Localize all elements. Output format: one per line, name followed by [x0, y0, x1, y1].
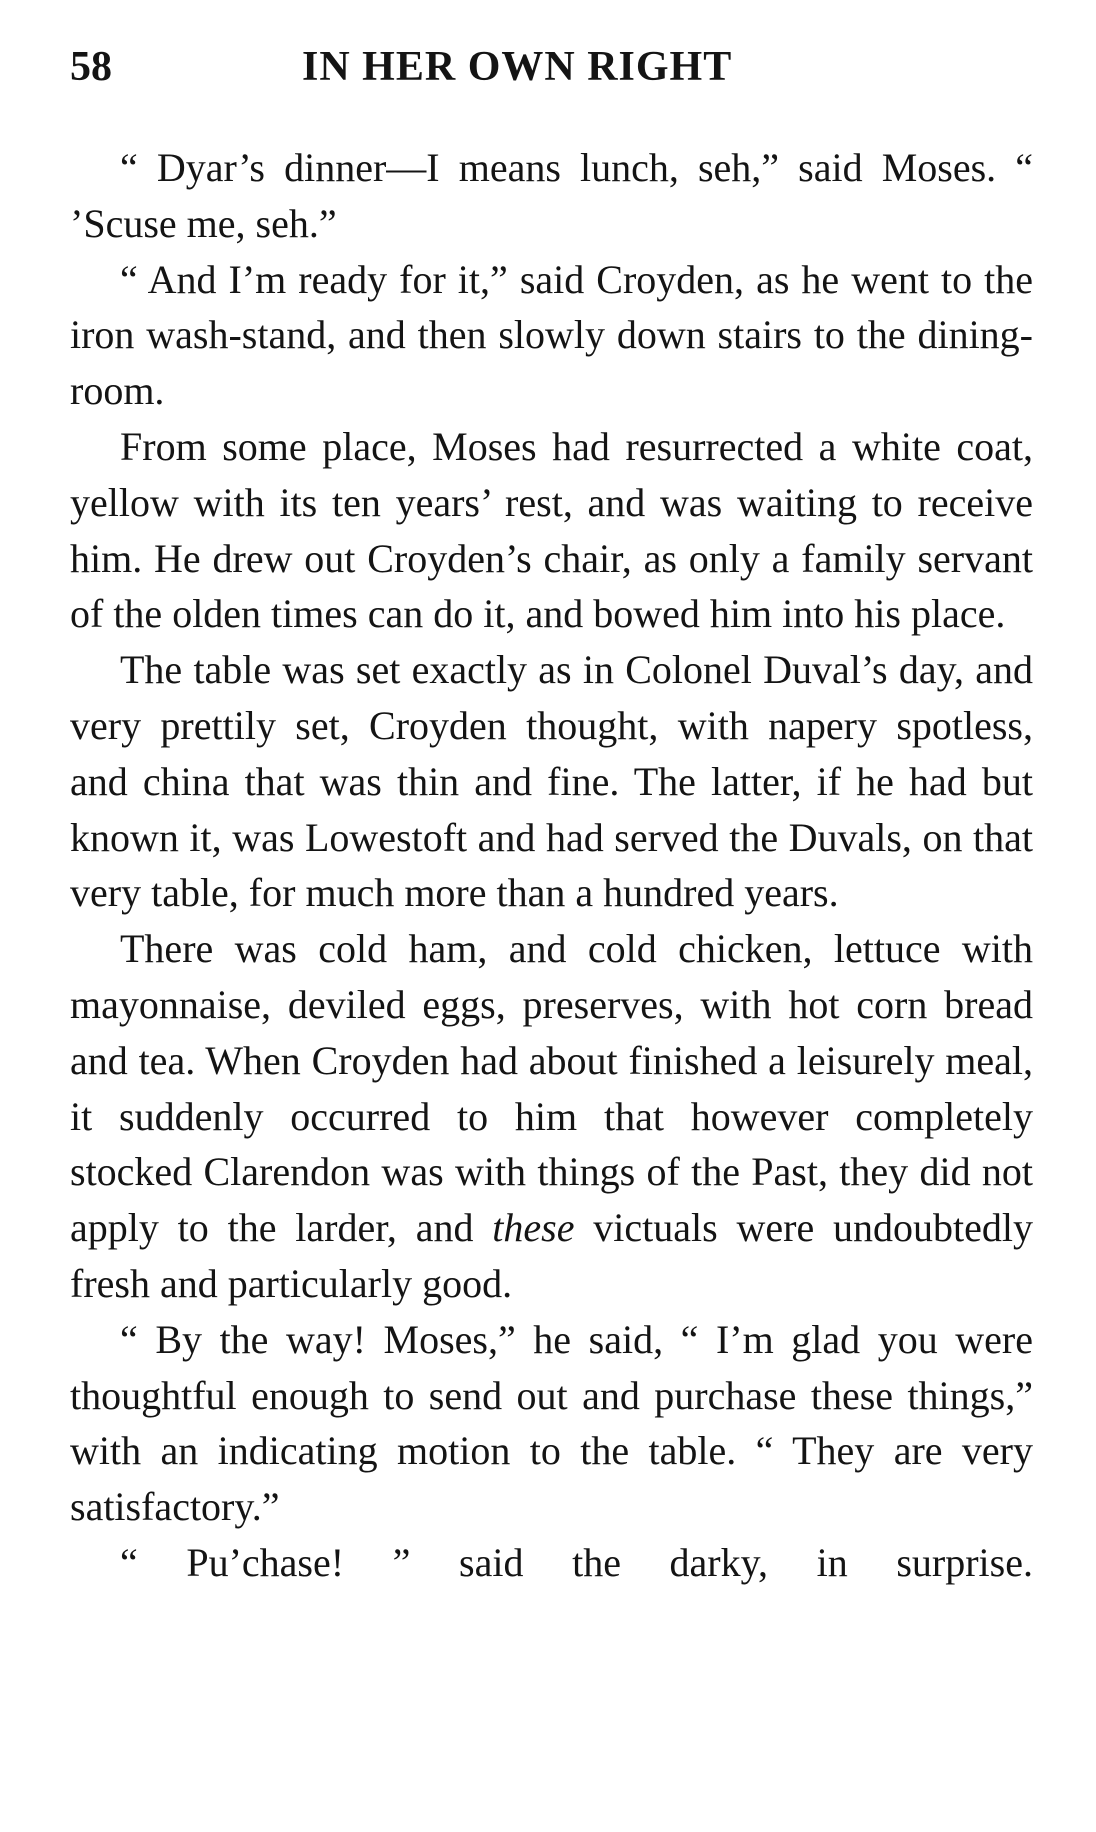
running-title: IN HER OWN RIGHT [302, 44, 733, 90]
paragraph-text: victuals were undoubtedly fresh and particularly good. [70, 1205, 1034, 1306]
paragraph: “ Pu’chase! ” said the darky, in surprise. [120, 1539, 1033, 1585]
paragraph: The table was set exactly as in Colonel Duval’s day, and very prettily set, Croyden thought, with napery spotless, and china that was thin and fine. The latter, if he had but known it, was Lowestoft and had served the Duvals, on that very table, for much more than a hundred years. [70, 647, 1033, 916]
paragraph: From some place, Moses had resurrected a white coat, yellow with its ten years’ rest, and was waiting to receive him. He drew out Croyden’s chair, as only a family servant of the olden times can do it, and bowed him into his place. [70, 423, 1033, 637]
paragraph: “ Dyar’s dinner—I means lunch, seh,” said Moses. “ ’Scuse me, seh.” [70, 145, 1033, 246]
paragraph [70, 921, 1033, 1312]
paragraph: “ And I’m ready for it,” said Croyden, as he went to the iron wash-stand, and then slowly down stairs to the dining-room. [70, 256, 1033, 414]
paragraph: “ By the way! Moses,” he said, “ I’m glad you were thoughtful enough to send out and purchase these things,” with an indicating motion to the table. “ They are very satisfactory.” [70, 1316, 1033, 1530]
page-number: 58 [70, 44, 112, 90]
paragraph-text: There was cold ham, and cold chicken, lettuce with mayonnaise, deviled eggs, preserves, with hot corn bread and tea. When Croyden had about finished a leisurely meal, it suddenly occurred to him that however completely stocked Clarendon was with things of the Past, they did not apply to the larder, and [70, 926, 1033, 1251]
italic-word: these [492, 1205, 575, 1251]
page-header [70, 42, 1030, 92]
body-text [70, 140, 1033, 1591]
